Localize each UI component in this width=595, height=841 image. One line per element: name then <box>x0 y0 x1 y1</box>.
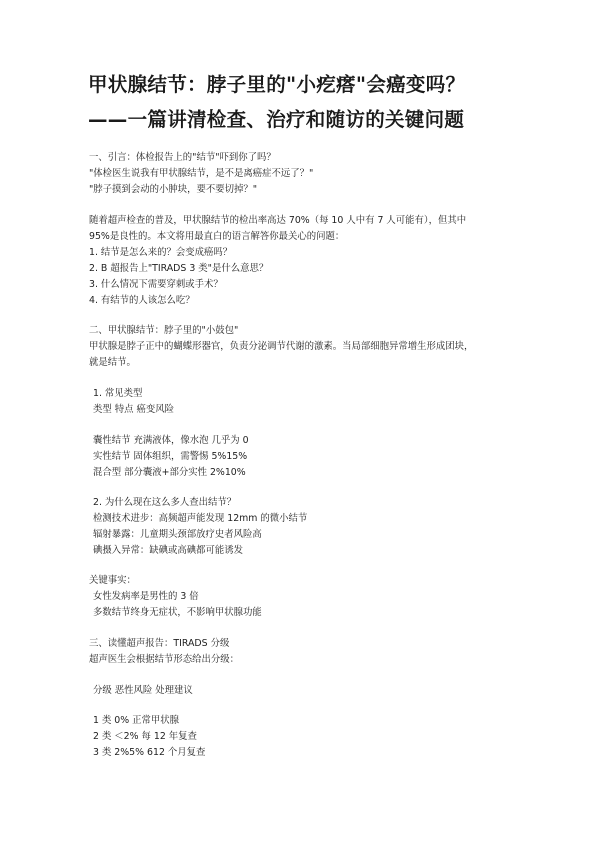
intro-paragraph-line-2: 95%是良性的。本文将用最直白的语言解答你最关心的问题： <box>89 231 345 242</box>
key-fact-item: 多数结节终身无症状，不影响甲状腺功能 <box>93 607 262 618</box>
type-table-row: 混合型 部分囊液+部分实性 2%10% <box>93 467 246 478</box>
section-2-paragraph-line-2: 就是结节。 <box>89 357 136 368</box>
type-table-row: 实性结节 固体组织，需警惕 5%15% <box>93 451 248 462</box>
section-2-heading: 二、甲状腺结节：脖子里的"小鼓包" <box>89 325 239 336</box>
grade-table-row: 2 类 ＜2% 每 12 年复查 <box>93 731 197 742</box>
key-fact-item: 女性发病率是男性的 3 倍 <box>93 591 199 602</box>
section-2-paragraph-line-1: 甲状腺是脖子正中的蝴蝶形器官，负责分泌调节代谢的激素。当局部细胞异常增生形成团块， <box>89 341 474 352</box>
reason-item: 辐射暴露：儿童期头颈部放疗史者风险高 <box>93 529 262 540</box>
document-title-line-2: ——一篇讲清检查、治疗和随访的关键问题 <box>88 108 465 131</box>
section-3-paragraph: 超声医生会根据结节形态给出分级： <box>89 654 240 665</box>
reason-item: 检测技术进步：高频超声能发现 12mm 的微小结节 <box>93 513 308 524</box>
question-item-2: 2. B 超报告上"TIRADS 3 类"是什么意思？ <box>89 263 269 274</box>
grade-table-row: 3 类 2%5% 612 个月复查 <box>93 747 206 758</box>
key-facts-heading: 关键事实： <box>89 575 136 586</box>
section-3-heading: 三、读懂超声报告：TIRADS 分级 <box>89 638 230 649</box>
question-item-1: 1. 结节是怎么来的？会变成癌吗？ <box>89 247 233 258</box>
type-table-header: 类型 特点 癌变风险 <box>93 404 174 415</box>
intro-paragraph-line-1: 随着超声检查的普及，甲状腺结节的检出率高达 70%（每 10 人中有 7 人可能有），但其中 <box>89 215 467 226</box>
question-item-4: 4. 有结节的人该怎么吃？ <box>89 295 195 306</box>
grade-table-header: 分级 恶性风险 处理建议 <box>93 685 193 696</box>
grade-table-row: 1 类 0% 正常甲状腺 <box>93 715 180 726</box>
type-table-row: 囊性结节 充满液体，像水泡 几乎为 0 <box>93 435 249 446</box>
intro-heading: 一、引言：体检报告上的"结节"吓到你了吗？ <box>89 152 276 163</box>
subsection-1-heading: 1. 常见类型 <box>93 388 143 399</box>
question-item-3: 3. 什么情况下需要穿刺或手术？ <box>89 279 223 290</box>
subsection-2-heading: 2. 为什么现在这么多人查出结节？ <box>93 497 237 508</box>
reason-item: 碘摄入异常：缺碘或高碘都可能诱发 <box>93 545 244 556</box>
quote-1: "体检医生说我有甲状腺结节，是不是离癌症不远了？" <box>89 168 314 179</box>
document-title-line-1: 甲状腺结节：脖子里的"小疙瘩"会癌变吗？ <box>88 73 466 96</box>
quote-2: "脖子摸到会动的小肿块，要不要切掉？" <box>89 184 258 195</box>
